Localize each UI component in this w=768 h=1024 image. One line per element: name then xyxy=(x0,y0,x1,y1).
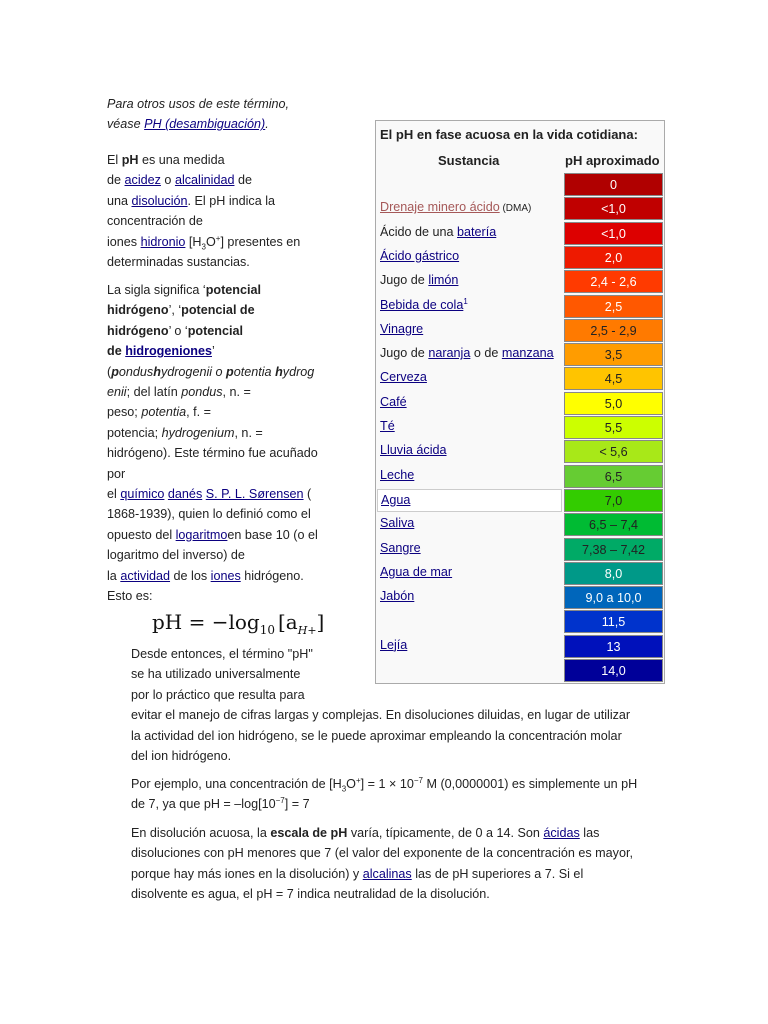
substance-cell: Jugo de naranja o de manzana xyxy=(380,346,554,361)
ph-column-header: pH aproximado xyxy=(565,153,660,168)
acidez-link[interactable]: acidez xyxy=(124,173,161,188)
ph-table-row xyxy=(376,392,666,415)
substance-cell xyxy=(380,298,468,312)
ph-table-row xyxy=(376,367,666,390)
ph-table-row xyxy=(376,635,666,658)
ph-value-cell: 4,5 xyxy=(564,367,663,390)
alcalinidad-link[interactable]: alcalinidad xyxy=(174,173,235,188)
actividad-link[interactable]: actividad xyxy=(120,568,171,583)
logaritmo-link[interactable]: logaritmo xyxy=(175,527,228,542)
substance-link[interactable]: Té xyxy=(380,419,395,433)
ph-value-cell: 11,5 xyxy=(564,610,663,633)
substance-link[interactable]: Jabón xyxy=(380,589,415,604)
paragraph-ejemplo: Por ejemplo, una concentración de $[H_3O^+] = 1 \times 10^{-7}$ M (0,0000001) es simplemente un pH de 7, ya que pH = $-\log[10^{-7}] = 7$ xyxy=(131,775,638,812)
substance-link[interactable]: naranja xyxy=(428,346,471,361)
alcalinas-link[interactable]: alcalinas xyxy=(362,866,412,881)
footnote-ref[interactable]: 1 xyxy=(463,296,468,306)
iones-link[interactable]: iones xyxy=(210,568,241,583)
hidrogeniones-link[interactable]: hidrogeniones xyxy=(125,344,212,359)
ph-table-row xyxy=(376,659,666,682)
ph-table-row xyxy=(376,173,666,196)
ph-value-cell: 0 xyxy=(564,173,663,196)
ph-table-row xyxy=(376,440,666,463)
ph-value-cell: <1,0 xyxy=(564,222,663,245)
ph-value-cell: 9,0 a 10,0 xyxy=(564,586,663,609)
substance-link[interactable]: Ácido gástrico xyxy=(380,248,460,263)
substance-link[interactable]: manzana xyxy=(501,346,554,361)
substance-cell xyxy=(380,638,407,652)
ph-value-cell: 14,0 xyxy=(564,659,663,682)
ph-value-cell: 7,38 – 7,42 xyxy=(564,538,663,561)
ph-table-row xyxy=(376,538,666,561)
substance-cell xyxy=(380,589,414,603)
hatnote-line1: Para otros usos de este término, xyxy=(107,97,290,111)
substance-cell xyxy=(380,565,452,579)
ph-table-row xyxy=(376,222,666,245)
substance-link[interactable]: batería xyxy=(457,224,497,239)
ph-table-row xyxy=(376,343,666,366)
substance-cell xyxy=(380,468,414,482)
ph-value-cell: 2,5 - 2,9 xyxy=(564,319,663,342)
substance-link[interactable]: Café xyxy=(380,394,407,409)
sorensen-link[interactable]: S. P. L. Sørensen xyxy=(205,487,304,502)
ph-value-cell: 7,0 xyxy=(564,489,663,512)
substance-link[interactable]: Cerveza xyxy=(380,370,427,385)
substance-link[interactable]: Lejía xyxy=(380,637,408,652)
substance-link[interactable]: Vinagre xyxy=(380,321,424,336)
intro-paragraph: El pH es una medida de acidez o alcalinidad de una disolución. El pH indica la concentración de iones hidronio $[H_3O^+]$ presentes en determinadas sustancias. xyxy=(107,153,301,270)
substance-column-header: Sustancia xyxy=(438,153,500,168)
ph-table-row xyxy=(376,489,666,512)
substance-cell xyxy=(377,489,562,512)
ph-table xyxy=(375,120,665,684)
paragraph-escala: En disolución acuosa, la escala de pH varía, típicamente, de 0 a 14. Son ácidas las disoluciones con pH menores que 7 (el valor del exponente de la concentración es mayor, porque hay más iones en la disolución) y alcalinas las de pH superiores a 7. Si el disolvente es agua, el pH = 7 indica neutralidad de la disolución. xyxy=(131,826,633,902)
ph-table-row xyxy=(376,416,666,439)
hidronio-link[interactable]: hidronio xyxy=(140,234,186,249)
ph-table-row xyxy=(376,610,666,633)
ph-value-cell: 13 xyxy=(564,635,663,658)
substance-link[interactable]: Lluvia ácida xyxy=(380,443,447,458)
substance-link[interactable]: limón xyxy=(428,273,459,288)
ph-value-cell: 2,4 - 2,6 xyxy=(564,270,663,293)
substance-link[interactable]: Agua xyxy=(381,492,411,507)
hatnote xyxy=(107,94,289,135)
ph-value-cell: 6,5 xyxy=(564,465,663,488)
ph-value-cell: <1,0 xyxy=(564,197,663,220)
ph-value-cell: 8,0 xyxy=(564,562,663,585)
disolucion-link[interactable]: disolución xyxy=(131,193,188,208)
substance-cell: Jugo de limón xyxy=(380,273,459,288)
ph-table-row xyxy=(376,270,666,293)
substance-cell: Ácido de una batería xyxy=(380,224,497,239)
substance-link[interactable]: Sangre xyxy=(380,540,421,555)
substance-cell xyxy=(380,395,407,409)
substance-cell xyxy=(380,541,421,555)
paragraph-desde-entonces: Desde entonces, el término "pH" se ha utilizado universalmente por lo práctico que resulta para evitar el manejo de cifras largas y complejas. En disoluciones diluidas, en lugar de utilizar la actividad del ion hidrógeno, se le puede aproximar empleando la concentración molar del ion hidrógeno. xyxy=(131,647,631,764)
ph-value-cell: 2,5 xyxy=(564,295,663,318)
hatnote-line2: véase PH (desambiguación). xyxy=(107,117,269,132)
ph-table-row xyxy=(376,295,666,318)
ph-value-cell: 6,5 – 7,4 xyxy=(564,513,663,536)
ph-table-caption: El pH en fase acuosa en la vida cotidiana: xyxy=(380,127,638,142)
ph-table-row xyxy=(376,562,666,585)
substance-cell: Drenaje minero ácido (DMA) xyxy=(380,200,532,215)
ph-value-cell: 5,0 xyxy=(564,392,663,415)
ph-table-row xyxy=(376,246,666,269)
ph-table-row xyxy=(376,465,666,488)
substance-link[interactable]: Bebida de cola xyxy=(380,297,464,312)
substance-link[interactable]: Leche xyxy=(380,467,415,482)
ph-value-cell: 2,0 xyxy=(564,246,663,269)
ph-table-row xyxy=(376,319,666,342)
acidas-link[interactable]: ácidas xyxy=(543,826,580,840)
quimico-link[interactable]: químico xyxy=(120,487,165,502)
sigla-paragraph: La sigla significa ‘potencial hidrógeno’, ‘potencial de hidrógeno’ o ‘potencial de hidrogeniones’ (pondushydrogenii o potentia hydrog enii; del latín pondus, n. = peso; potentia, f. = potencia; hydrogenium, n. = hidrógeno). Este término fue acuñado por el químico danés S. P. L. Sørensen ( 1868-1939), quien lo definió como el opuesto del logaritmoen base 10 (o el logaritmo del inverso) de la actividad de los iones hidrógeno. Esto es: xyxy=(107,283,318,604)
ph-formula: pH = $-\log_{10}$ $[a_{H+}]$ xyxy=(152,610,325,637)
ph-table-row xyxy=(376,586,666,609)
ph-value-cell: < 5,6 xyxy=(564,440,663,463)
substance-link[interactable]: Saliva xyxy=(380,516,415,531)
ph-value-cell: 3,5 xyxy=(564,343,663,366)
substance-cell xyxy=(380,249,459,263)
substance-cell xyxy=(380,370,427,384)
ph-value-cell: 5,5 xyxy=(564,416,663,439)
disambiguation-link[interactable]: PH (desambiguación) xyxy=(144,117,266,132)
substance-cell xyxy=(380,516,414,530)
ph-table-row xyxy=(376,513,666,536)
substance-link[interactable]: Drenaje minero ácido xyxy=(380,200,500,215)
danes-link[interactable]: danés xyxy=(167,487,203,502)
substance-cell xyxy=(380,419,395,433)
substance-link[interactable]: Agua de mar xyxy=(380,564,453,579)
substance-cell xyxy=(380,322,423,336)
ph-table-row xyxy=(376,197,666,220)
substance-cell xyxy=(380,443,447,457)
